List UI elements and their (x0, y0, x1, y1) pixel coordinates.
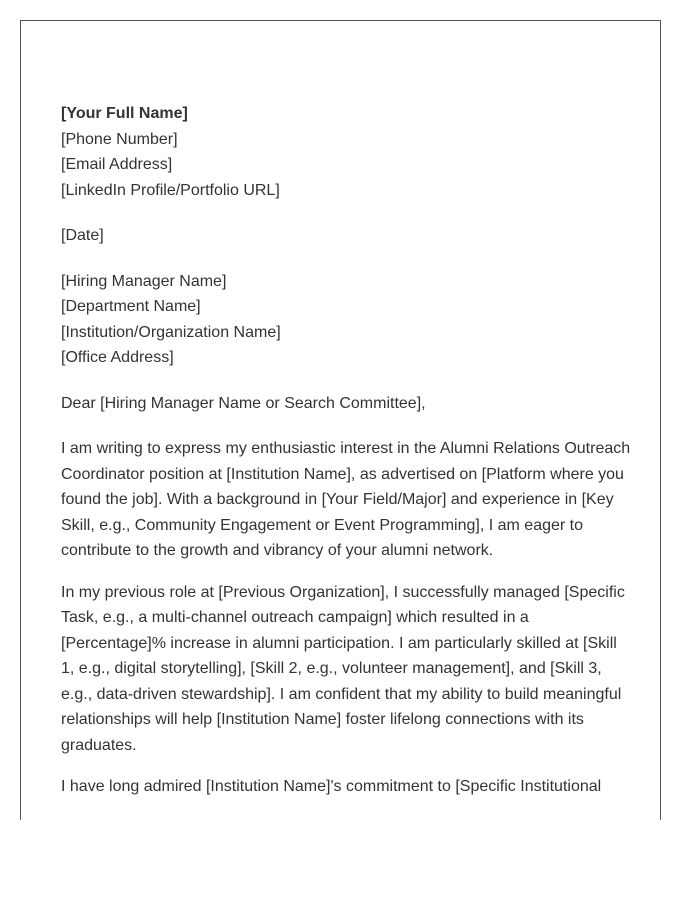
body-paragraph-1: I am writing to express my enthusiastic interest in the Alumni Relations Outreach Coordinator position at [Institution Name], as advertised on [Platform where you found the job]. With a background in [Your Field/Major] and experience in [Key Skill, e.g., Community Engagement or Event Programming], I am eager to contribute to the growth and vibrancy of your alumni network. (61, 440, 631, 559)
letter-page (20, 20, 661, 820)
recipient-block (61, 269, 631, 371)
sender-name: [Your Full Name] (61, 105, 188, 122)
sender-phone: [Phone Number] (61, 130, 178, 148)
letter-date: [Date] (61, 227, 104, 244)
recipient-address: [Office Address] (61, 349, 174, 366)
body-paragraph-2: In my previous role at [Previous Organization], I successfully managed [Specific Task, e.g., a multi-channel outreach campaign] which resulted in a [Percentage]% increase in alumni participation. I am particularly skilled at [Skill 1, e.g., digital storytelling], [Skill 2, e.g., volunteer management], and [Skill 3, e.g., data-driven stewardship]. I am confident that my ability to build meaningful relationships will help [Institution Name] foster lifelong connections with its graduates. (61, 583, 625, 754)
salutation: Dear [Hiring Manager Name or Search Committee], (61, 394, 426, 412)
sender-email: [Email Address] (61, 156, 173, 173)
recipient-organization: [Institution/Organization Name] (61, 323, 281, 341)
body-paragraph-3: I have long admired [Institution Name]'s commitment to [Specific Institutional (61, 778, 602, 795)
sender-block (61, 101, 631, 203)
sender-linkedin: [LinkedIn Profile/Portfolio URL] (61, 181, 280, 199)
recipient-name: [Hiring Manager Name] (61, 272, 227, 290)
salutation-block (61, 391, 631, 417)
recipient-department: [Department Name] (61, 298, 201, 315)
letter-content (61, 101, 631, 816)
date-block (61, 223, 631, 249)
